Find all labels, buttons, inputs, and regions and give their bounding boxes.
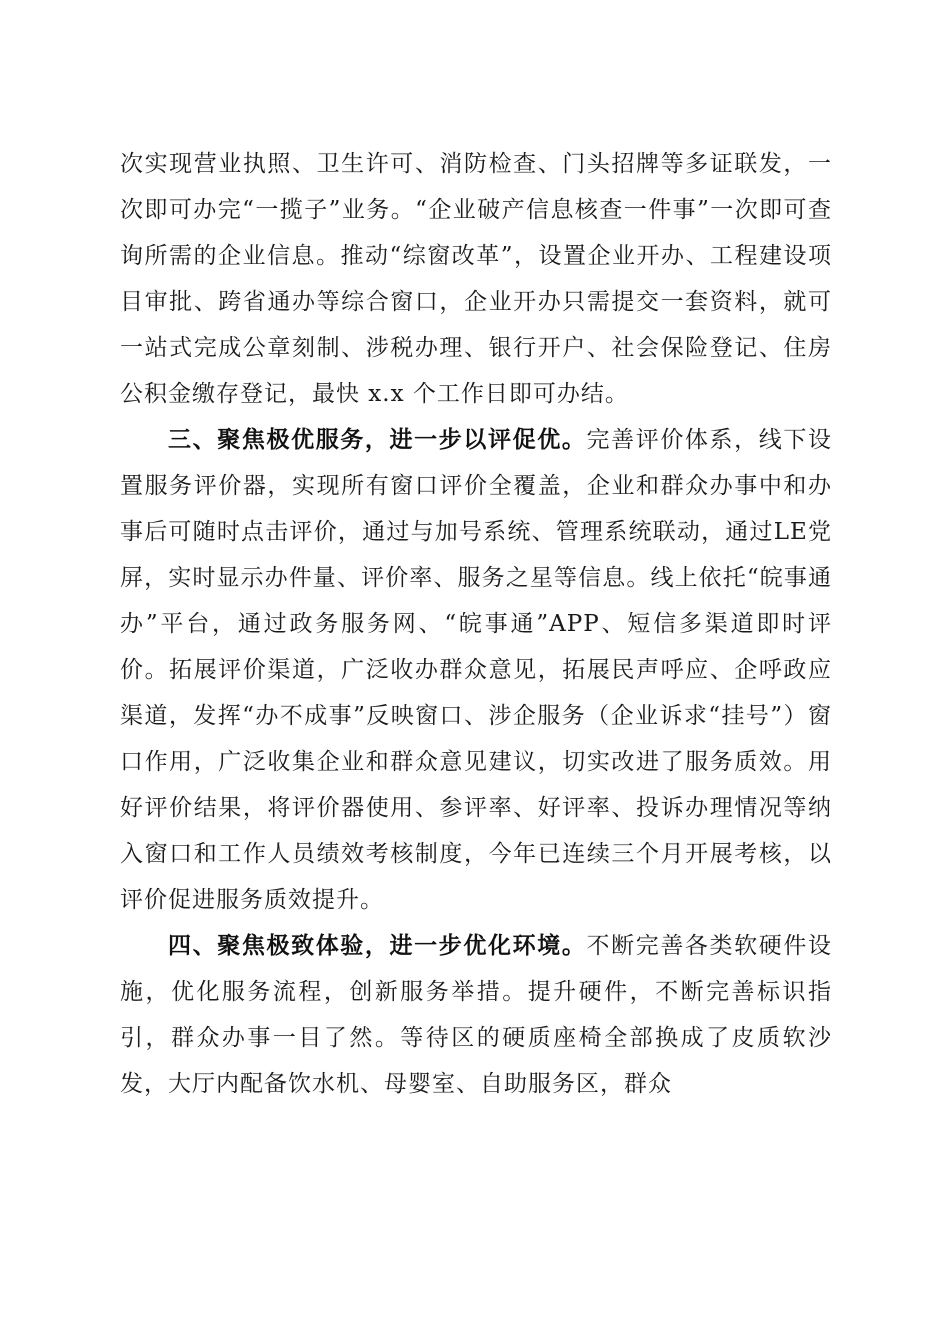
paragraph-text: 不断完善各类软硬件设施，优化服务流程，创新服务举措。提升硬件，不断完善标识指引，群众办事一目了然。等待区的硬质座椅全部换成了皮质软沙发，大厅内配备饮水机、母婴室、自助服务区，群众	[120, 933, 833, 1097]
document-body	[120, 141, 832, 1107]
paragraph-text: 次实现营业执照、卫生许可、消防检查、门头招牌等多证联发，一次即可办完“一揽子”业务。“企业破产信息核查一件事”一次即可查询所需的企业信息。推动“综窗改革”，设置企业开办、工程建设项目审批、跨省通办等综合窗口，企业开办只需提交一套资料，就可一站式完成公章刻制、涉税办理、银行开户、社会保险登记、住房公积金缴存登记，最快 x.x 个工作日即可办结。	[120, 151, 832, 407]
section-heading-three: 三、聚焦极优服务，进一步以评促优。	[168, 427, 587, 453]
paragraph-text: 完善评价体系，线下设置服务评价器，实现所有窗口评价全覆盖，企业和群众办事中和办事后可随时点击评价，通过与加号系统、管理系统联动，通过LE党屏，实时显示办件量、评价率、服务之星等信息。线上依托“皖事通办”平台，通过政务服务网、“皖事通”APP、短信多渠道即时评价。拓展评价渠道，广泛收办群众意见，拓展民声呼应、企呼政应渠道，发挥“办不成事”反映窗口、涉企服务（企业诉求“挂号”）窗口作用，广泛收集企业和群众意见建议，切实改进了服务质效。用好评价结果，将评价器使用、参评率、好评率、投诉办理情况等纳入窗口和工作人员绩效考核制度，今年已连续三个月开展考核，以评价促进服务质效提升。	[120, 427, 833, 913]
paragraph-continuation	[120, 141, 832, 417]
paragraph-section-four	[120, 923, 832, 1107]
paragraph-section-three	[120, 417, 832, 923]
section-heading-four: 四、聚焦极致体验，进一步优化环境。	[168, 933, 587, 959]
